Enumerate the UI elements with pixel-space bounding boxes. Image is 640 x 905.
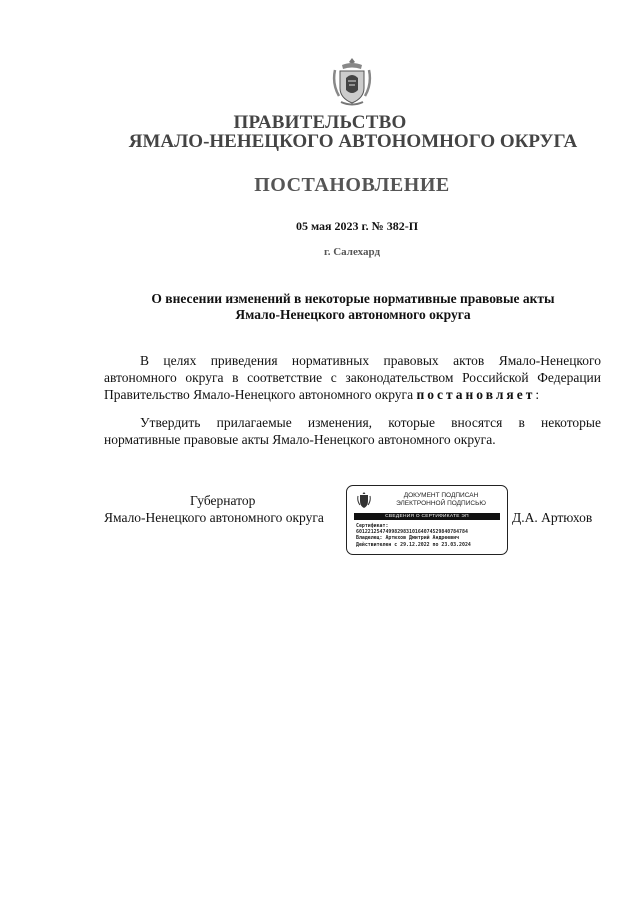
document-title bbox=[0, 291, 640, 323]
government-title-line1: ПРАВИТЕЛЬСТВО bbox=[233, 112, 407, 133]
document-title-line1: О внесении изменений в некоторые нормативные правовые акты bbox=[151, 291, 555, 306]
resolution-keyword: постановляет bbox=[416, 387, 536, 402]
stamp-cert-value: 60122125474998298310164074529840784784 bbox=[356, 529, 468, 536]
stamp-heading-line2: ЭЛЕКТРОННОЙ ПОДПИСЬЮ bbox=[396, 500, 486, 507]
stamp-emblem-icon bbox=[357, 492, 371, 509]
date-and-number: 05 мая 2023 г. № 382-П bbox=[295, 219, 419, 233]
stamp-cert-label: Сертификат: bbox=[356, 523, 389, 529]
stamp-certificate-details bbox=[356, 523, 506, 548]
document-type: ПОСТАНОВЛЕНИЕ bbox=[254, 174, 450, 196]
paragraph-resolution: Утвердить прилагаемые изменения, которые вносятся в некоторые нормативные правовые акты Ямало-Ненецкого автономного округа. bbox=[104, 415, 601, 447]
signatory-name: Д.А. Артюхов bbox=[512, 510, 593, 525]
preamble-colon: : bbox=[535, 387, 540, 402]
city: г. Салехард bbox=[323, 246, 381, 258]
stamp-heading-line1: ДОКУМЕНТ ПОДПИСАН bbox=[403, 492, 479, 499]
document-title-line2: Ямало-Ненецкого автономного округа bbox=[235, 307, 471, 322]
coat-of-arms-icon bbox=[331, 56, 373, 108]
preamble-text: В целях приведения нормативных правовых актов Ямало-Ненецкого автономного округа в соответствие с законодательством Российской Федерации Правительство Ямало-Ненецкого автономного округа bbox=[104, 353, 601, 402]
stamp-owner: Владелец: Артюхов Дмитрий Андреевич bbox=[356, 535, 460, 542]
stamp-validity: Действителен с 29.12.2022 по 23.03.2024 bbox=[356, 541, 471, 548]
signatory-role-line1: Губернатор bbox=[190, 493, 256, 508]
paragraph-preamble bbox=[104, 352, 601, 403]
signatory-role-line2: Ямало-Ненецкого автономного округа bbox=[104, 510, 324, 525]
government-title-line2: ЯМАЛО-НЕНЕЦКОГО АВТОНОМНОГО ОКРУГА bbox=[128, 131, 578, 152]
stamp-heading bbox=[377, 492, 505, 508]
electronic-signature-stamp bbox=[346, 485, 508, 555]
stamp-certificate-bar: СВЕДЕНИЯ О СЕРТИФИКАТЕ ЭП bbox=[354, 513, 500, 520]
